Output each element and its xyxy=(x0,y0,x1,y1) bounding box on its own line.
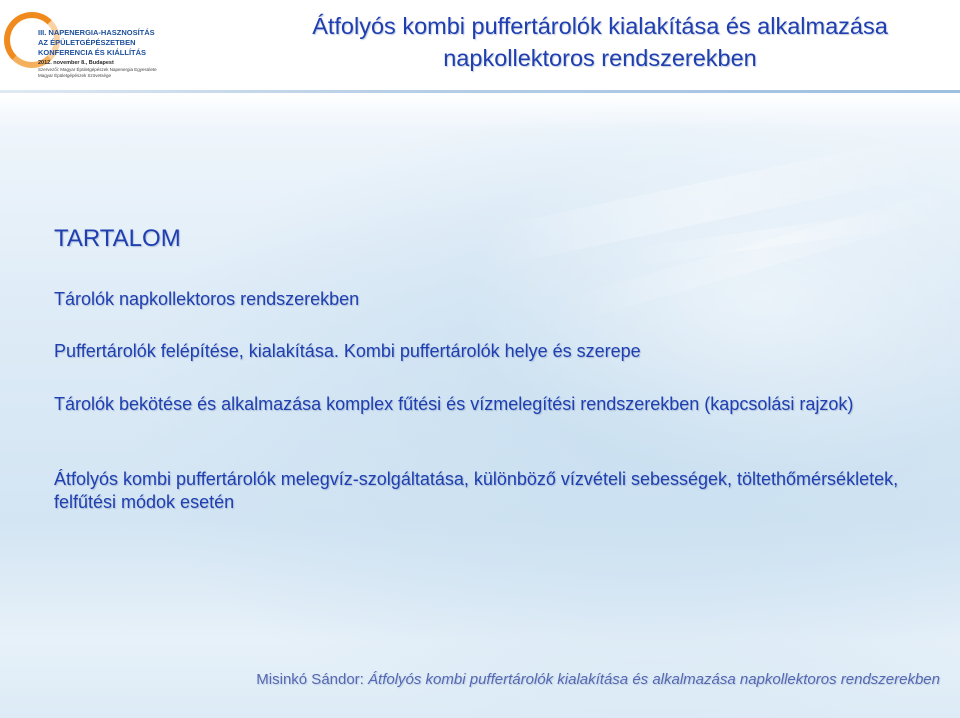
contents-item: Puffertárolók felépítése, kialakítása. Kombi puffertárolók helye és szerepe xyxy=(54,341,641,361)
footer-title: Átfolyós kombi puffertárolók kialakítása és alkalmazása napkollektoros rendszerekben xyxy=(368,671,940,688)
header-divider xyxy=(0,90,960,93)
slide-title-line1: Átfolyós kombi puffertárolók kialakítása és alkalmazása xyxy=(312,13,888,39)
slide-title xyxy=(250,10,950,74)
slide-title-line2: napkollektoros rendszerekben xyxy=(443,45,757,71)
logo-organizer: Magyar Épületgépészek Szövetsége xyxy=(38,73,112,78)
contents-item: Átfolyós kombi puffertárolók melegvíz-szolgáltatása, különböző vízvételi sebességek, töltethőmérsékletek, felfűtési módok esetén xyxy=(54,469,899,512)
logo-date: 2012. november 8., Budapest xyxy=(38,60,114,66)
section-title: TARTALOM xyxy=(54,225,181,252)
logo-line: KONFERENCIA ÉS KIÁLLÍTÁS xyxy=(38,48,147,57)
contents-item: Tárolók napkollektoros rendszerekben xyxy=(54,289,360,309)
logo-line: III. NAPENERGIA-HASZNOSÍTÁS xyxy=(38,28,155,37)
logo-line: AZ ÉPÜLETGÉPÉSZETBEN xyxy=(38,38,136,47)
slide-footer xyxy=(256,670,940,690)
logo-organizer: Szervezői: Magyar Épületgépészek Napenergia Egyesülete xyxy=(38,67,157,72)
conference-logo xyxy=(0,6,180,78)
contents-item: Tárolók bekötése és alkalmazása komplex fűtési és vízmelegítési rendszerekben (kapcsolási rajzok) xyxy=(54,394,854,414)
slide-header xyxy=(0,0,960,92)
footer-author: Misinkó Sándor: xyxy=(256,671,364,688)
